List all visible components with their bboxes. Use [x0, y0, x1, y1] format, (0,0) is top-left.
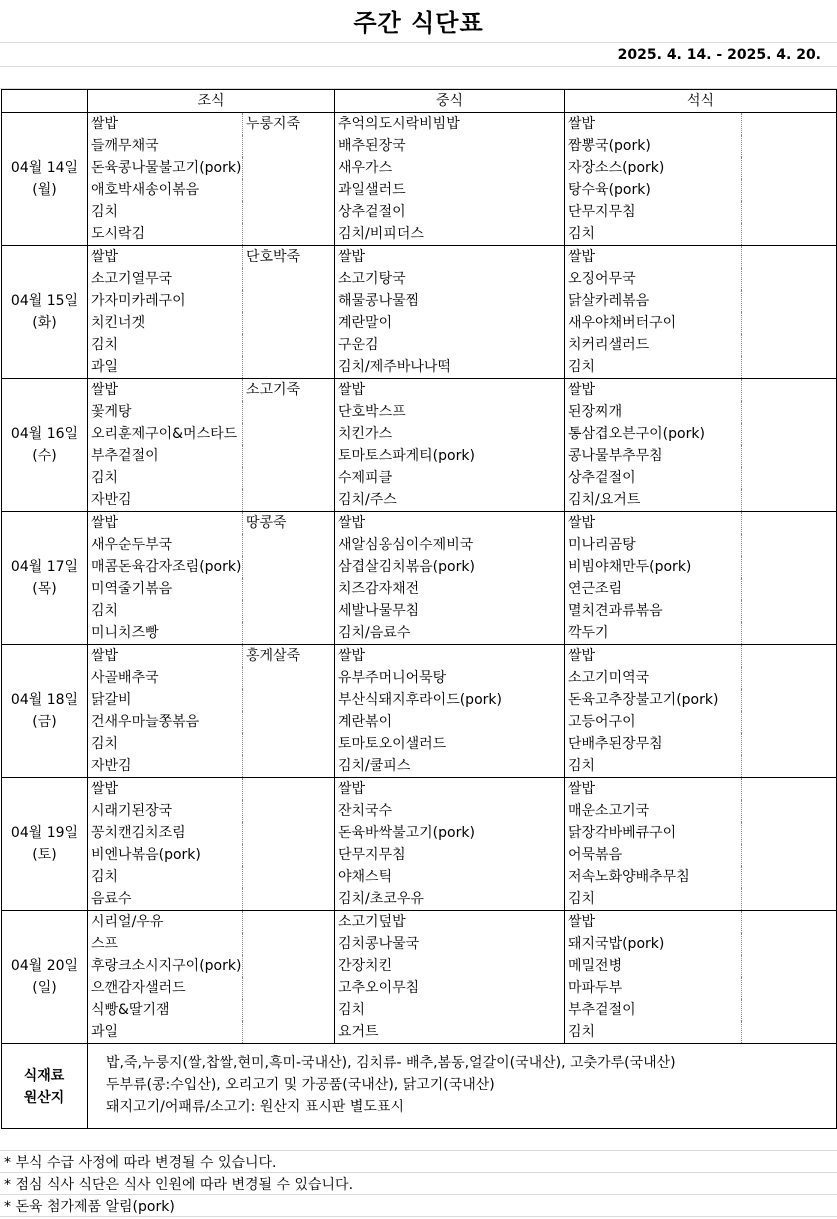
porridge-item — [243, 268, 335, 290]
breakfast-item: 자반김 — [88, 755, 243, 778]
table-row — [2, 911, 837, 934]
breakfast-item: 쌀밥 — [88, 512, 243, 535]
table-row — [2, 423, 837, 445]
table-row — [2, 800, 837, 822]
porridge-item — [243, 556, 335, 578]
breakfast-item: 닭갈비 — [88, 689, 243, 711]
dinner-extra — [742, 445, 837, 467]
origin-label — [1, 1044, 88, 1129]
porridge-item: 소고기죽 — [243, 379, 335, 402]
day-weekday: (수) — [32, 448, 57, 464]
porridge-item — [243, 600, 335, 622]
dinner-extra — [742, 489, 837, 512]
breakfast-item: 매콤돈육감자조림(pork) — [88, 556, 243, 578]
porridge-item — [243, 800, 335, 822]
dinner-item: 단무지무침 — [565, 201, 742, 223]
day-date: 04월 17일 — [10, 559, 79, 575]
dinner-extra — [742, 556, 837, 578]
dinner-extra — [742, 379, 837, 402]
breakfast-item: 미역줄기볶음 — [88, 578, 243, 600]
porridge-item — [243, 179, 335, 201]
note-item: * 점심 식사 식단은 식사 인원에 따라 변경될 수 있습니다. — [4, 1177, 354, 1193]
breakfast-item: 가자미카레구이 — [88, 290, 243, 312]
dinner-extra — [742, 312, 837, 334]
breakfast-item: 사골배추국 — [88, 667, 243, 689]
dinner-extra — [742, 711, 837, 733]
table-row — [2, 844, 837, 866]
dinner-item: 부추겉절이 — [565, 999, 742, 1021]
table-row — [2, 689, 837, 711]
breakfast-item: 쌀밥 — [88, 645, 243, 668]
dinner-extra — [742, 157, 837, 179]
page-title: 주간 식단표 — [353, 9, 484, 37]
porridge-item — [243, 999, 335, 1021]
header-row — [2, 90, 837, 113]
lunch-item: 토마토스파게티(pork) — [335, 445, 565, 467]
table-row — [2, 711, 837, 733]
table-row — [2, 645, 837, 668]
breakfast-item: 김치 — [88, 201, 243, 223]
dinner-extra — [742, 246, 837, 269]
porridge-item — [243, 689, 335, 711]
table-row — [2, 268, 837, 290]
table-row — [2, 246, 837, 269]
porridge-item — [243, 356, 335, 379]
porridge-item: 누룽지죽 — [243, 113, 335, 136]
lunch-item: 해물콩나물찜 — [335, 290, 565, 312]
dinner-item: 쌀밥 — [565, 379, 742, 402]
dinner-item: 소고기미역국 — [565, 667, 742, 689]
porridge-item — [243, 888, 335, 911]
header-dinner: 석식 — [565, 90, 837, 113]
dinner-extra — [742, 268, 837, 290]
dinner-item: 멸치견과류볶음 — [565, 600, 742, 622]
breakfast-item: 꽃게탕 — [88, 401, 243, 423]
dinner-extra — [742, 113, 837, 136]
table-row — [2, 157, 837, 179]
breakfast-item: 쌀밥 — [88, 246, 243, 269]
lunch-item: 토마토오이샐러드 — [335, 733, 565, 755]
porridge-item — [243, 290, 335, 312]
dinner-extra — [742, 733, 837, 755]
lunch-item: 배추된장국 — [335, 135, 565, 157]
table-row — [2, 977, 837, 999]
porridge-item — [243, 755, 335, 778]
lunch-item: 쌀밥 — [335, 512, 565, 535]
porridge-item — [243, 711, 335, 733]
table-row — [2, 1021, 837, 1044]
day-date: 04월 18일 — [10, 692, 79, 708]
breakfast-item: 후랑크소시지구이(pork) — [88, 955, 243, 977]
table-row — [2, 290, 837, 312]
origin-label-line2: 원산지 — [23, 1089, 65, 1106]
table-row — [2, 556, 837, 578]
dinner-item: 돈육고추장불고기(pork) — [565, 689, 742, 711]
dinner-item: 돼지국밥(pork) — [565, 933, 742, 955]
day-cell — [2, 512, 88, 645]
dinner-extra — [742, 512, 837, 535]
porridge-item — [243, 977, 335, 999]
porridge-item — [243, 135, 335, 157]
day-date: 04월 14일 — [10, 160, 79, 176]
lunch-item: 단호박스프 — [335, 401, 565, 423]
dinner-extra — [742, 356, 837, 379]
lunch-item: 돈육바싹불고기(pork) — [335, 822, 565, 844]
breakfast-item: 으깬감자샐러드 — [88, 977, 243, 999]
dinner-extra — [742, 401, 837, 423]
porridge-item — [243, 423, 335, 445]
breakfast-item: 스프 — [88, 933, 243, 955]
porridge-item — [243, 844, 335, 866]
dinner-item: 김치 — [565, 755, 742, 778]
porridge-item — [243, 467, 335, 489]
breakfast-item: 소고기열무국 — [88, 268, 243, 290]
day-weekday: (금) — [32, 714, 57, 730]
day-date: 04월 16일 — [10, 426, 79, 442]
breakfast-item: 오리훈제구이&머스타드 — [88, 423, 243, 445]
dinner-item: 매운소고기국 — [565, 800, 742, 822]
lunch-item: 쌀밥 — [335, 778, 565, 801]
table-row — [2, 888, 837, 911]
origin-line: 돼지고기/어패류/소고기: 원산지 표시판 별도표시 — [106, 1099, 404, 1115]
dinner-extra — [742, 866, 837, 888]
table-row — [2, 379, 837, 402]
dinner-item: 김치 — [565, 356, 742, 379]
lunch-item: 유부주머니어묵탕 — [335, 667, 565, 689]
lunch-item: 쌀밥 — [335, 246, 565, 269]
dinner-item: 콩나물부추무침 — [565, 445, 742, 467]
breakfast-item: 김치 — [88, 733, 243, 755]
porridge-item — [243, 401, 335, 423]
lunch-item: 김치/제주바나나떡 — [335, 356, 565, 379]
dinner-item: 자장소스(pork) — [565, 157, 742, 179]
lunch-item: 세발나물무침 — [335, 600, 565, 622]
porridge-item — [243, 578, 335, 600]
breakfast-item: 쌀밥 — [88, 778, 243, 801]
dinner-item: 쌀밥 — [565, 113, 742, 136]
dinner-extra — [742, 223, 837, 246]
lunch-item: 김치/비피더스 — [335, 223, 565, 246]
breakfast-item: 음료수 — [88, 888, 243, 911]
breakfast-item: 과일 — [88, 1021, 243, 1044]
notes — [4, 1152, 353, 1218]
lunch-item: 소고기덮밥 — [335, 911, 565, 934]
lunch-item: 구운김 — [335, 334, 565, 356]
note-item: * 부식 수급 사정에 따라 변경될 수 있습니다. — [4, 1155, 277, 1171]
breakfast-item: 쌀밥 — [88, 113, 243, 136]
lunch-item: 잔치국수 — [335, 800, 565, 822]
dinner-item: 어묵볶음 — [565, 844, 742, 866]
dinner-item: 쌀밥 — [565, 645, 742, 668]
breakfast-item: 치킨너겟 — [88, 312, 243, 334]
porridge-item — [243, 866, 335, 888]
breakfast-item: 새우순두부국 — [88, 534, 243, 556]
day-cell — [2, 246, 88, 379]
dinner-item: 김치 — [565, 1021, 742, 1044]
dinner-item: 비빔야채만두(pork) — [565, 556, 742, 578]
lunch-item: 치킨가스 — [335, 423, 565, 445]
origin-line: 밥,죽,누룽지(쌀,찹쌀,현미,흑미-국내산), 김치류- 배추,봄동,얼갈이(국내산), 고춧가루(국내산) — [106, 1055, 676, 1071]
table-row — [2, 113, 837, 136]
day-date: 04월 20일 — [10, 958, 79, 974]
table-row — [2, 999, 837, 1021]
dinner-item: 닭살카레볶음 — [565, 290, 742, 312]
breakfast-item: 식빵&딸기잼 — [88, 999, 243, 1021]
dinner-extra — [742, 622, 837, 645]
porridge-item — [243, 201, 335, 223]
lunch-item: 소고기탕국 — [335, 268, 565, 290]
dinner-item: 메밀전병 — [565, 955, 742, 977]
dinner-item: 연근조림 — [565, 578, 742, 600]
lunch-item: 새우가스 — [335, 157, 565, 179]
dinner-item: 단배추된장무침 — [565, 733, 742, 755]
table-row — [2, 467, 837, 489]
table-row — [2, 667, 837, 689]
table-row — [2, 334, 837, 356]
lunch-item: 야채스틱 — [335, 866, 565, 888]
lunch-item: 김치/쿨피스 — [335, 755, 565, 778]
dinner-item: 쌀밥 — [565, 246, 742, 269]
origin-line: 두부류(콩:수입산), 오리고기 및 가공품(국내산), 닭고기(국내산) — [106, 1077, 495, 1093]
porridge-item — [243, 334, 335, 356]
breakfast-item: 김치 — [88, 467, 243, 489]
dinner-item: 쌀밥 — [565, 512, 742, 535]
lunch-item: 요거트 — [335, 1021, 565, 1044]
dinner-item: 김치/요거트 — [565, 489, 742, 512]
dinner-extra — [742, 933, 837, 955]
dinner-extra — [742, 290, 837, 312]
dinner-extra — [742, 334, 837, 356]
day-cell — [2, 778, 88, 911]
day-weekday: (목) — [32, 581, 57, 597]
table-row — [2, 866, 837, 888]
table-row — [2, 135, 837, 157]
table-row — [2, 534, 837, 556]
porridge-item — [243, 1021, 335, 1044]
dinner-extra — [742, 689, 837, 711]
breakfast-item: 꽁치캔김치조림 — [88, 822, 243, 844]
dinner-extra — [742, 135, 837, 157]
dinner-extra — [742, 999, 837, 1021]
porridge-item — [243, 733, 335, 755]
table-row — [2, 312, 837, 334]
lunch-item: 쌀밥 — [335, 645, 565, 668]
lunch-item: 고추오이무침 — [335, 977, 565, 999]
day-weekday: (일) — [32, 980, 57, 996]
dinner-extra — [742, 179, 837, 201]
breakfast-item: 들깨무채국 — [88, 135, 243, 157]
dinner-extra — [742, 467, 837, 489]
table-row — [2, 356, 837, 379]
lunch-item: 단무지무침 — [335, 844, 565, 866]
breakfast-item: 돈육콩나물불고기(pork) — [88, 157, 243, 179]
dinner-item: 마파두부 — [565, 977, 742, 999]
table-row — [2, 955, 837, 977]
dinner-extra — [742, 578, 837, 600]
day-weekday: (월) — [32, 182, 57, 198]
table-row — [2, 578, 837, 600]
dinner-extra — [742, 667, 837, 689]
breakfast-item: 도시락김 — [88, 223, 243, 246]
breakfast-item: 시래기된장국 — [88, 800, 243, 822]
dinner-extra — [742, 911, 837, 934]
dinner-extra — [742, 201, 837, 223]
lunch-item: 새알심옹심이수제비국 — [335, 534, 565, 556]
dinner-item: 탕수육(pork) — [565, 179, 742, 201]
dinner-item: 치커리샐러드 — [565, 334, 742, 356]
day-cell — [2, 379, 88, 512]
porridge-item — [243, 822, 335, 844]
porridge-item — [243, 622, 335, 645]
table-row — [2, 755, 837, 778]
lunch-item: 김치/초코우유 — [335, 888, 565, 911]
table-row — [2, 223, 837, 246]
table-row — [2, 512, 837, 535]
table-row — [2, 778, 837, 801]
header-empty — [2, 90, 88, 113]
porridge-item — [243, 933, 335, 955]
breakfast-item: 건새우마늘쫑볶음 — [88, 711, 243, 733]
breakfast-item: 애호박새송이볶음 — [88, 179, 243, 201]
porridge-item — [243, 223, 335, 246]
porridge-item — [243, 955, 335, 977]
dinner-item: 김치 — [565, 223, 742, 246]
lunch-item: 김치/주스 — [335, 489, 565, 512]
table-row — [2, 933, 837, 955]
dinner-extra — [742, 534, 837, 556]
breakfast-item: 쌀밥 — [88, 379, 243, 402]
dinner-extra — [742, 423, 837, 445]
table-row — [2, 733, 837, 755]
porridge-item — [243, 312, 335, 334]
porridge-item — [243, 778, 335, 801]
dinner-item: 된장찌개 — [565, 401, 742, 423]
dinner-item: 깍두기 — [565, 622, 742, 645]
menu-table — [1, 89, 837, 1044]
dinner-item: 김치 — [565, 888, 742, 911]
dinner-extra — [742, 888, 837, 911]
breakfast-item: 미니치즈빵 — [88, 622, 243, 645]
porridge-item — [243, 911, 335, 934]
dinner-item: 쌀밥 — [565, 911, 742, 934]
lunch-item: 계란말이 — [335, 312, 565, 334]
lunch-item: 쌀밥 — [335, 379, 565, 402]
dinner-item: 오징어무국 — [565, 268, 742, 290]
dinner-item: 쌀밥 — [565, 778, 742, 801]
dinner-item: 짬뽕국(pork) — [565, 135, 742, 157]
lunch-item: 계란볶이 — [335, 711, 565, 733]
table-row — [2, 201, 837, 223]
porridge-item: 땅콩죽 — [243, 512, 335, 535]
table-row — [2, 445, 837, 467]
dinner-extra — [742, 955, 837, 977]
porridge-item — [243, 667, 335, 689]
lunch-item: 부산식돼지후라이드(pork) — [335, 689, 565, 711]
breakfast-item: 김치 — [88, 866, 243, 888]
porridge-item — [243, 445, 335, 467]
table-row — [2, 179, 837, 201]
dinner-item: 새우야채버터구이 — [565, 312, 742, 334]
dinner-item: 저속노화양배추무침 — [565, 866, 742, 888]
date-range: 2025. 4. 14. - 2025. 4. 20. — [617, 47, 821, 63]
breakfast-item: 시리얼/우유 — [88, 911, 243, 934]
dinner-extra — [742, 1021, 837, 1044]
table-row — [2, 401, 837, 423]
lunch-item: 삼겹살김치볶음(pork) — [335, 556, 565, 578]
breakfast-item: 부추겉절이 — [88, 445, 243, 467]
lunch-item: 추억의도시락비빔밥 — [335, 113, 565, 136]
dinner-item: 통삼겹오븐구이(pork) — [565, 423, 742, 445]
porridge-item: 단호박죽 — [243, 246, 335, 269]
day-weekday: (토) — [32, 847, 57, 863]
header-lunch: 중식 — [335, 90, 565, 113]
porridge-item — [243, 534, 335, 556]
dinner-extra — [742, 822, 837, 844]
dinner-item: 상추겉절이 — [565, 467, 742, 489]
lunch-item: 치즈감자채전 — [335, 578, 565, 600]
dinner-extra — [742, 800, 837, 822]
lunch-item: 김치콩나물국 — [335, 933, 565, 955]
table-row — [2, 489, 837, 512]
breakfast-item: 자반김 — [88, 489, 243, 512]
dinner-extra — [742, 645, 837, 668]
day-cell — [2, 911, 88, 1044]
day-cell — [2, 645, 88, 778]
note-item: * 돈육 첨가제품 알림(pork) — [4, 1199, 175, 1215]
breakfast-item: 김치 — [88, 600, 243, 622]
lunch-item: 김치/음료수 — [335, 622, 565, 645]
origin-text — [106, 1052, 676, 1118]
dinner-extra — [742, 977, 837, 999]
table-row — [2, 600, 837, 622]
day-date: 04월 19일 — [10, 825, 79, 841]
lunch-item: 간장치킨 — [335, 955, 565, 977]
dinner-extra — [742, 600, 837, 622]
lunch-item: 과일샐러드 — [335, 179, 565, 201]
dinner-extra — [742, 778, 837, 801]
day-date: 04월 15일 — [10, 293, 79, 309]
dinner-extra — [742, 844, 837, 866]
lunch-item: 상추겉절이 — [335, 201, 565, 223]
table-row — [2, 822, 837, 844]
day-weekday: (화) — [32, 315, 57, 331]
lunch-item: 수제피클 — [335, 467, 565, 489]
day-cell — [2, 113, 88, 246]
dinner-extra — [742, 755, 837, 778]
breakfast-item: 과일 — [88, 356, 243, 379]
porridge-item: 홍게살죽 — [243, 645, 335, 668]
dinner-item: 고등어구이 — [565, 711, 742, 733]
table-row — [2, 622, 837, 645]
dinner-item: 닭장각바베큐구이 — [565, 822, 742, 844]
porridge-item — [243, 157, 335, 179]
origin-label-line1: 식재료 — [23, 1067, 65, 1084]
breakfast-item: 비엔나볶음(pork) — [88, 844, 243, 866]
menu-body — [2, 113, 837, 1044]
breakfast-item: 김치 — [88, 334, 243, 356]
porridge-item — [243, 489, 335, 512]
dinner-item: 미나리곰탕 — [565, 534, 742, 556]
header-breakfast: 조식 — [88, 90, 335, 113]
lunch-item: 김치 — [335, 999, 565, 1021]
